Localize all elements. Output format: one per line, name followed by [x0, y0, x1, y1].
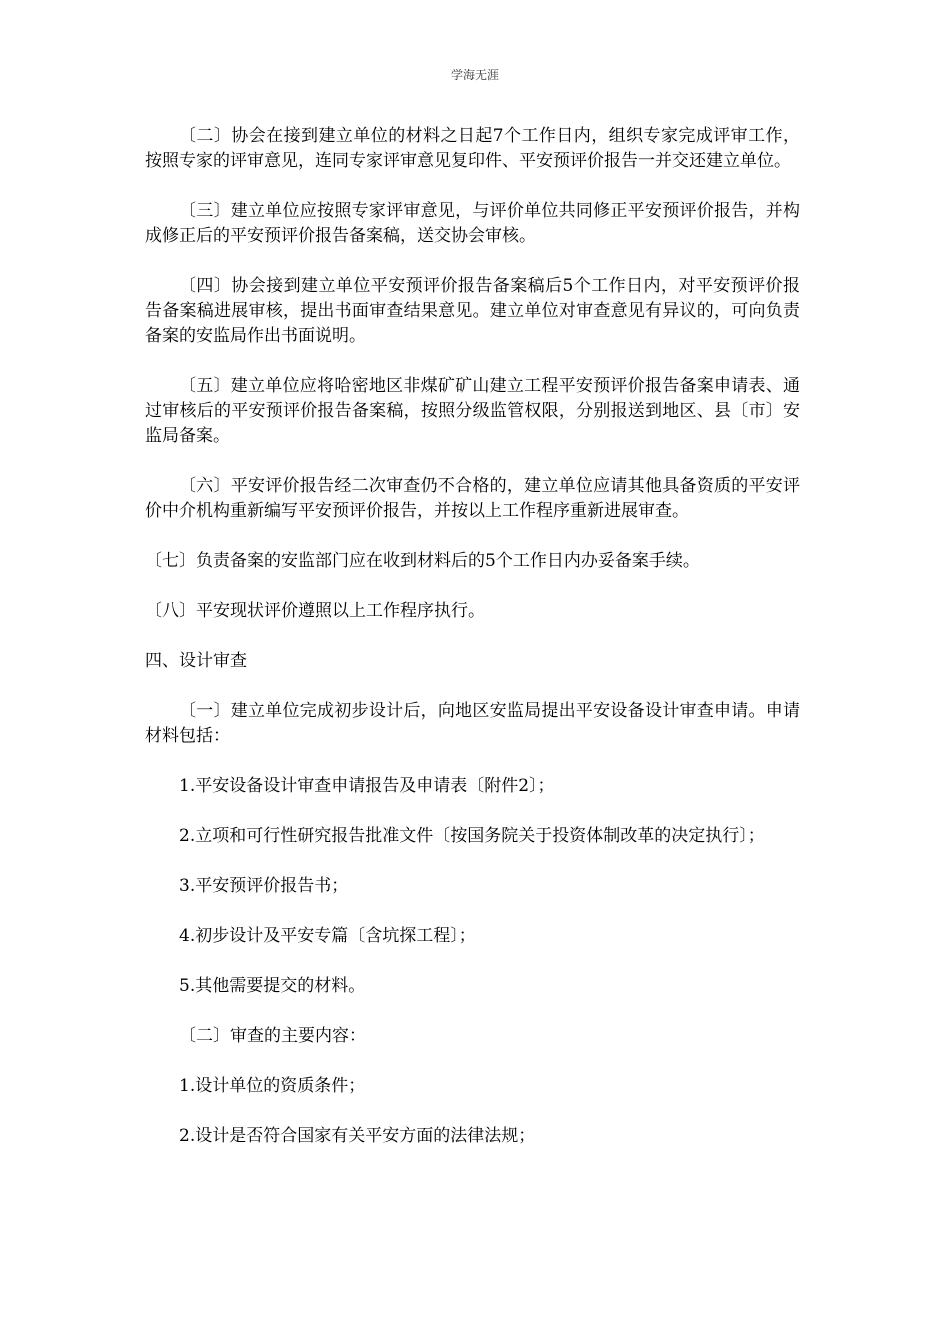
- list-item: 2.设计是否符合国家有关平安方面的法律法规；: [179, 1126, 536, 1146]
- list-item: 2.立项和可行性研究报告批准文件〔按国务院关于投资体制改革的决定执行〕；: [179, 826, 765, 846]
- paragraph: 〔五〕建立单位应将哈密地区非煤矿矿山建立工程平安预评价报告备案申请表、通过审核后的平安预评价报告备案稿，按照分级监管权限，分别报送到地区、县〔市〕安监局备案。: [145, 376, 800, 446]
- paragraph: 〔六〕平安评价报告经二次审查仍不合格的，建立单位应请其他具备资质的平安评价中介机构重新编写平安预评价报告，并按以上工作程序重新进展审查。: [145, 476, 800, 521]
- section-heading: 四、设计审查: [145, 651, 247, 671]
- list-item: 5.其他需要提交的材料。: [179, 976, 366, 996]
- list-item: 3.平安预评价报告书；: [179, 876, 349, 896]
- paragraph: 〔一〕建立单位完成初步设计后，向地区安监局提出平安设备设计审查申请。申请材料包括：: [145, 701, 800, 746]
- paragraph: 〔二〕审查的主要内容：: [179, 1026, 366, 1046]
- paragraph: 〔七〕负责备案的安监部门应在收到材料后的5个工作日内办妥备案手续。: [145, 551, 700, 571]
- page-header: 学海无涯: [450, 68, 499, 82]
- list-item: 1.平安设备设计审查申请报告及申请表〔附件2〕；: [179, 776, 555, 796]
- paragraph: 〔八〕平安现状评价遵照以上工作程序执行。: [145, 601, 485, 621]
- document-body: [145, 124, 800, 1174]
- paragraph: 〔四〕协会接到建立单位平安预评价报告备案稿后5个工作日内，对平安预评价报告备案稿进展审核，提出书面审查结果意见。建立单位对审查意见有异议的，可向负责备案的安监局作出书面说明。: [145, 276, 800, 346]
- paragraph: 〔三〕建立单位应按照专家评审意见，与评价单位共同修正平安预评价报告，并构成修正后的平安预评价报告备案稿，送交协会审核。: [145, 201, 800, 246]
- list-item: 4.初步设计及平安专篇〔含坑探工程〕；: [179, 926, 476, 946]
- paragraph: 〔二〕协会在接到建立单位的材料之日起7个工作日内，组织专家完成评审工作，按照专家的评审意见，连同专家评审意见复印件、平安预评价报告一并交还建立单位。: [145, 126, 800, 171]
- list-item: 1.设计单位的资质条件；: [179, 1076, 366, 1096]
